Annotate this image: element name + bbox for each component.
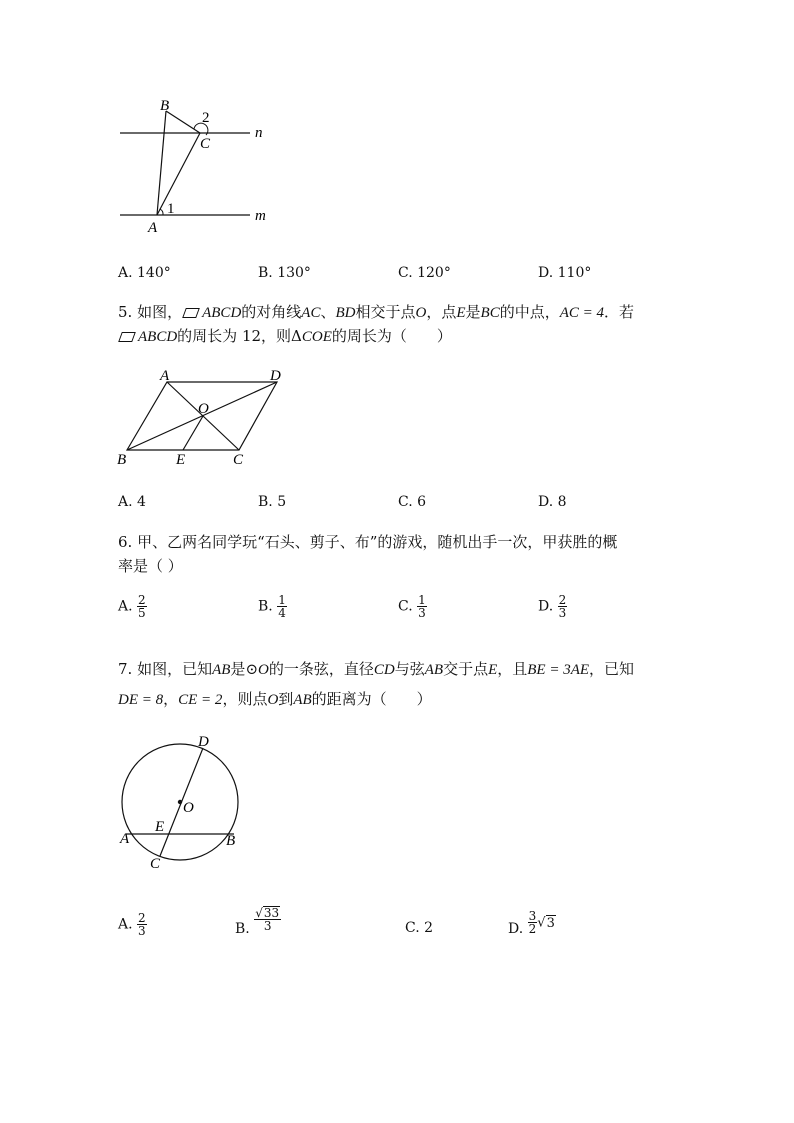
- q7-text: 与弦: [394, 660, 425, 678]
- q5-coe: COE: [301, 329, 332, 345]
- q5-text: 的周长为（ ）: [331, 327, 452, 345]
- q5-bc: BC: [480, 305, 500, 321]
- option-letter: B.: [258, 598, 273, 615]
- q5-text: ，点: [426, 303, 457, 321]
- q6-option-b[interactable]: [258, 594, 287, 619]
- figure-circle: [112, 730, 252, 875]
- q5-bd: BD: [335, 305, 356, 321]
- q5-text: 的中点，: [499, 303, 560, 321]
- q7-eq2: DE = 8: [118, 692, 164, 708]
- q5-option-c[interactable]: C. 6: [398, 494, 427, 510]
- q5-abcd: ABCD: [202, 305, 242, 321]
- q4-option-d[interactable]: D. 110°: [538, 265, 592, 281]
- q6-option-c[interactable]: [398, 594, 427, 619]
- q7-line2: [118, 689, 432, 710]
- q7-text: ，: [163, 690, 179, 708]
- q5-line2: [118, 326, 452, 347]
- label-n: n: [255, 125, 263, 141]
- label-C: C: [200, 136, 211, 152]
- numerator: 1: [418, 593, 426, 607]
- label-m: m: [255, 208, 266, 224]
- option-letter: A.: [118, 598, 133, 615]
- q7-text: 到: [278, 690, 294, 708]
- label-C: C: [150, 856, 161, 872]
- q4-option-a[interactable]: A. 140°: [118, 265, 171, 281]
- label-B: B: [160, 98, 170, 114]
- q7-text: 是: [230, 660, 246, 678]
- q6-option-a[interactable]: [118, 594, 147, 619]
- sqrt-symbol: √: [537, 915, 546, 931]
- denominator: 3: [558, 606, 567, 620]
- numerator: 2: [138, 911, 146, 925]
- label-B: B: [226, 833, 236, 849]
- label-A: A: [148, 220, 158, 236]
- q7-option-d[interactable]: [508, 910, 556, 935]
- fraction: [277, 594, 287, 619]
- q5-ac: AC: [301, 305, 321, 321]
- q6-line1: 6. 甲、乙两名同学玩“石头、剪子、布”的游戏，随机出手一次，甲获胜的概: [118, 533, 618, 551]
- q7-eq1: BE = 3AE: [527, 662, 590, 678]
- denominator: 3: [418, 606, 426, 620]
- numerator: 2: [138, 593, 146, 607]
- q7-text: 的一条弦，直径: [268, 660, 374, 678]
- label-A: A: [160, 368, 170, 384]
- q5-abcd: ABCD: [138, 329, 178, 345]
- option-letter: D.: [538, 598, 554, 615]
- label-O: O: [198, 401, 209, 417]
- circle-symbol: ⊙: [245, 660, 259, 678]
- q7-text: 的距离为（ ）: [311, 690, 432, 708]
- q4-option-c[interactable]: C. 120°: [398, 265, 451, 281]
- q6-line2: 率是（ ）: [118, 557, 183, 575]
- radicand: 3: [546, 915, 555, 931]
- numerator: 2: [558, 593, 567, 607]
- label-C: C: [233, 452, 244, 468]
- label-O: O: [183, 800, 194, 816]
- fraction: [558, 594, 568, 619]
- q5-e: E: [456, 305, 466, 321]
- option-letter: B.: [235, 921, 250, 937]
- label-E: E: [155, 819, 165, 835]
- q4-option-b[interactable]: B. 130°: [258, 265, 311, 281]
- q7-cd: CD: [373, 662, 395, 678]
- label-angle-1: 1: [167, 201, 175, 217]
- triangle-symbol: Δ: [291, 327, 302, 345]
- fraction: [137, 912, 147, 937]
- label-angle-2: 2: [202, 110, 210, 126]
- denominator: 4: [278, 606, 286, 620]
- denominator: 5: [138, 606, 146, 620]
- fraction: [137, 594, 147, 619]
- q7-ab: AB: [293, 692, 312, 708]
- q5-eq: AC = 4: [559, 305, 605, 321]
- radicand: 33: [263, 906, 280, 920]
- q7-o: O: [258, 662, 269, 678]
- label-B: B: [117, 452, 127, 468]
- numerator: 1: [278, 593, 286, 607]
- q7-text: ，已知: [589, 660, 635, 678]
- q7-o: O: [267, 692, 279, 708]
- q5-number: 5.: [118, 303, 133, 321]
- q7-e: E: [488, 662, 498, 678]
- q5-text: 相交于点: [355, 303, 416, 321]
- q7-ab: AB: [212, 662, 231, 678]
- q5-sep: 、: [320, 303, 336, 321]
- q7-ab: AB: [424, 662, 444, 678]
- option-letter: C.: [398, 598, 413, 615]
- q5-text: 的对角线: [241, 303, 302, 321]
- q7-eq3: CE = 2: [178, 692, 223, 708]
- figure-parallel-lines: [110, 95, 280, 240]
- q5-text: ．若: [604, 303, 635, 321]
- numerator: 3: [528, 909, 537, 923]
- fraction: [528, 910, 538, 935]
- q7-option-a[interactable]: [118, 912, 147, 937]
- q7-line1: [118, 659, 634, 680]
- parallelogram-icon: [118, 332, 136, 342]
- q5-text: 是: [465, 303, 481, 321]
- numerator: √33: [255, 906, 280, 920]
- q6-option-d[interactable]: [538, 594, 567, 619]
- figure-parallelogram: [112, 365, 292, 470]
- denominator: 3: [138, 924, 146, 938]
- fraction: [417, 594, 427, 619]
- q5-option-d[interactable]: D. 8: [538, 494, 567, 510]
- label-D: D: [270, 368, 281, 384]
- parallelogram-icon: [182, 308, 200, 318]
- q7-option-b[interactable]: [235, 906, 281, 937]
- q5-o: O: [415, 305, 427, 321]
- q5-text: 的周长为 12，则: [177, 327, 292, 345]
- denominator: 2: [528, 922, 537, 936]
- fraction: [254, 906, 281, 932]
- label-D: D: [198, 734, 209, 750]
- q7-text: 7. 如图，已知: [118, 660, 213, 678]
- q7-option-c[interactable]: C. 2: [405, 920, 434, 936]
- denominator: 3: [263, 919, 272, 933]
- q5-line1: [118, 302, 634, 323]
- q5-option-a[interactable]: A. 4: [118, 494, 146, 510]
- q7-text: ，且: [497, 660, 528, 678]
- label-A: A: [120, 831, 130, 847]
- option-letter: A.: [118, 916, 133, 933]
- q7-text: ，则点: [222, 690, 268, 708]
- q5-option-b[interactable]: B. 5: [258, 494, 287, 510]
- q5-text: 如图，: [137, 303, 183, 321]
- option-letter: D.: [508, 920, 524, 937]
- label-E: E: [176, 452, 186, 468]
- q7-text: 交于点: [443, 660, 489, 678]
